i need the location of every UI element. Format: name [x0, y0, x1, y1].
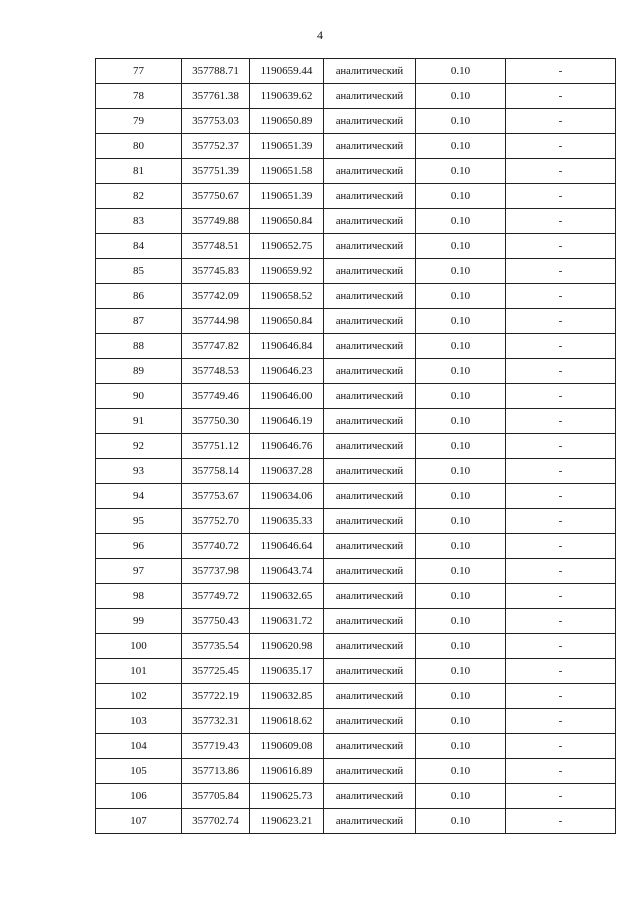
y-coordinate-cell: 1190618.62 [250, 709, 324, 734]
table-row [96, 109, 616, 134]
table-row [96, 334, 616, 359]
method-cell: аналитический [324, 109, 416, 134]
note-cell: - [506, 809, 616, 834]
x-coordinate-cell: 357750.30 [182, 409, 250, 434]
point-number-cell: 89 [96, 359, 182, 384]
point-number-cell: 84 [96, 234, 182, 259]
note-cell: - [506, 209, 616, 234]
accuracy-cell: 0.10 [416, 584, 506, 609]
y-coordinate-cell: 1190646.00 [250, 384, 324, 409]
accuracy-cell: 0.10 [416, 559, 506, 584]
point-number-cell: 83 [96, 209, 182, 234]
point-number-cell: 96 [96, 534, 182, 559]
table-row [96, 534, 616, 559]
accuracy-cell: 0.10 [416, 634, 506, 659]
table-row [96, 384, 616, 409]
x-coordinate-cell: 357745.83 [182, 259, 250, 284]
accuracy-cell: 0.10 [416, 484, 506, 509]
method-cell: аналитический [324, 509, 416, 534]
x-coordinate-cell: 357761.38 [182, 84, 250, 109]
accuracy-cell: 0.10 [416, 759, 506, 784]
y-coordinate-cell: 1190609.08 [250, 734, 324, 759]
accuracy-cell: 0.10 [416, 109, 506, 134]
point-number-cell: 79 [96, 109, 182, 134]
table-row [96, 359, 616, 384]
accuracy-cell: 0.10 [416, 209, 506, 234]
x-coordinate-cell: 357740.72 [182, 534, 250, 559]
accuracy-cell: 0.10 [416, 159, 506, 184]
accuracy-cell: 0.10 [416, 509, 506, 534]
table-row [96, 684, 616, 709]
note-cell: - [506, 659, 616, 684]
x-coordinate-cell: 357752.37 [182, 134, 250, 159]
table-row [96, 634, 616, 659]
method-cell: аналитический [324, 559, 416, 584]
note-cell: - [506, 284, 616, 309]
note-cell: - [506, 784, 616, 809]
note-cell: - [506, 259, 616, 284]
method-cell: аналитический [324, 434, 416, 459]
method-cell: аналитический [324, 334, 416, 359]
note-cell: - [506, 584, 616, 609]
x-coordinate-cell: 357719.43 [182, 734, 250, 759]
point-number-cell: 78 [96, 84, 182, 109]
x-coordinate-cell: 357751.39 [182, 159, 250, 184]
note-cell: - [506, 684, 616, 709]
method-cell: аналитический [324, 709, 416, 734]
x-coordinate-cell: 357722.19 [182, 684, 250, 709]
table-row [96, 59, 616, 84]
point-number-cell: 101 [96, 659, 182, 684]
accuracy-cell: 0.10 [416, 684, 506, 709]
table-row [96, 559, 616, 584]
accuracy-cell: 0.10 [416, 234, 506, 259]
method-cell: аналитический [324, 84, 416, 109]
y-coordinate-cell: 1190639.62 [250, 84, 324, 109]
table-row [96, 234, 616, 259]
table-row [96, 434, 616, 459]
accuracy-cell: 0.10 [416, 809, 506, 834]
point-number-cell: 100 [96, 634, 182, 659]
accuracy-cell: 0.10 [416, 184, 506, 209]
x-coordinate-cell: 357748.51 [182, 234, 250, 259]
y-coordinate-cell: 1190625.73 [250, 784, 324, 809]
note-cell: - [506, 59, 616, 84]
method-cell: аналитический [324, 134, 416, 159]
x-coordinate-cell: 357732.31 [182, 709, 250, 734]
method-cell: аналитический [324, 584, 416, 609]
y-coordinate-cell: 1190646.23 [250, 359, 324, 384]
accuracy-cell: 0.10 [416, 534, 506, 559]
x-coordinate-cell: 357747.82 [182, 334, 250, 359]
table-row [96, 709, 616, 734]
point-number-cell: 92 [96, 434, 182, 459]
table-row [96, 259, 616, 284]
y-coordinate-cell: 1190620.98 [250, 634, 324, 659]
accuracy-cell: 0.10 [416, 734, 506, 759]
table-row [96, 734, 616, 759]
x-coordinate-cell: 357752.70 [182, 509, 250, 534]
note-cell: - [506, 734, 616, 759]
point-number-cell: 99 [96, 609, 182, 634]
y-coordinate-cell: 1190637.28 [250, 459, 324, 484]
method-cell: аналитический [324, 159, 416, 184]
note-cell: - [506, 334, 616, 359]
x-coordinate-cell: 357753.67 [182, 484, 250, 509]
note-cell: - [506, 709, 616, 734]
x-coordinate-cell: 357735.54 [182, 634, 250, 659]
note-cell: - [506, 409, 616, 434]
table-row [96, 484, 616, 509]
note-cell: - [506, 434, 616, 459]
accuracy-cell: 0.10 [416, 784, 506, 809]
table-row [96, 284, 616, 309]
y-coordinate-cell: 1190658.52 [250, 284, 324, 309]
method-cell: аналитический [324, 259, 416, 284]
y-coordinate-cell: 1190632.85 [250, 684, 324, 709]
point-number-cell: 85 [96, 259, 182, 284]
point-number-cell: 102 [96, 684, 182, 709]
note-cell: - [506, 759, 616, 784]
x-coordinate-cell: 357749.46 [182, 384, 250, 409]
method-cell: аналитический [324, 484, 416, 509]
x-coordinate-cell: 357705.84 [182, 784, 250, 809]
point-number-cell: 77 [96, 59, 182, 84]
point-number-cell: 91 [96, 409, 182, 434]
y-coordinate-cell: 1190650.84 [250, 209, 324, 234]
note-cell: - [506, 534, 616, 559]
point-number-cell: 81 [96, 159, 182, 184]
y-coordinate-cell: 1190616.89 [250, 759, 324, 784]
x-coordinate-cell: 357744.98 [182, 309, 250, 334]
table-row [96, 809, 616, 834]
point-number-cell: 88 [96, 334, 182, 359]
accuracy-cell: 0.10 [416, 659, 506, 684]
note-cell: - [506, 359, 616, 384]
accuracy-cell: 0.10 [416, 409, 506, 434]
note-cell: - [506, 384, 616, 409]
page-number: 4 [317, 28, 323, 42]
coordinates-table [95, 58, 616, 834]
accuracy-cell: 0.10 [416, 609, 506, 634]
x-coordinate-cell: 357750.67 [182, 184, 250, 209]
table-row [96, 509, 616, 534]
x-coordinate-cell: 357753.03 [182, 109, 250, 134]
note-cell: - [506, 184, 616, 209]
y-coordinate-cell: 1190646.19 [250, 409, 324, 434]
note-cell: - [506, 109, 616, 134]
accuracy-cell: 0.10 [416, 134, 506, 159]
y-coordinate-cell: 1190651.39 [250, 184, 324, 209]
method-cell: аналитический [324, 809, 416, 834]
table-row [96, 759, 616, 784]
y-coordinate-cell: 1190643.74 [250, 559, 324, 584]
x-coordinate-cell: 357749.72 [182, 584, 250, 609]
table-row [96, 184, 616, 209]
method-cell: аналитический [324, 784, 416, 809]
y-coordinate-cell: 1190650.89 [250, 109, 324, 134]
note-cell: - [506, 634, 616, 659]
table-row [96, 134, 616, 159]
y-coordinate-cell: 1190659.44 [250, 59, 324, 84]
note-cell: - [506, 459, 616, 484]
method-cell: аналитический [324, 459, 416, 484]
method-cell: аналитический [324, 284, 416, 309]
y-coordinate-cell: 1190659.92 [250, 259, 324, 284]
point-number-cell: 94 [96, 484, 182, 509]
note-cell: - [506, 609, 616, 634]
x-coordinate-cell: 357748.53 [182, 359, 250, 384]
y-coordinate-cell: 1190634.06 [250, 484, 324, 509]
point-number-cell: 86 [96, 284, 182, 309]
point-number-cell: 95 [96, 509, 182, 534]
y-coordinate-cell: 1190652.75 [250, 234, 324, 259]
method-cell: аналитический [324, 684, 416, 709]
method-cell: аналитический [324, 184, 416, 209]
method-cell: аналитический [324, 734, 416, 759]
method-cell: аналитический [324, 609, 416, 634]
point-number-cell: 106 [96, 784, 182, 809]
method-cell: аналитический [324, 234, 416, 259]
x-coordinate-cell: 357751.12 [182, 434, 250, 459]
method-cell: аналитический [324, 59, 416, 84]
accuracy-cell: 0.10 [416, 434, 506, 459]
point-number-cell: 105 [96, 759, 182, 784]
point-number-cell: 98 [96, 584, 182, 609]
accuracy-cell: 0.10 [416, 459, 506, 484]
accuracy-cell: 0.10 [416, 309, 506, 334]
y-coordinate-cell: 1190651.39 [250, 134, 324, 159]
table-row [96, 459, 616, 484]
y-coordinate-cell: 1190646.64 [250, 534, 324, 559]
y-coordinate-cell: 1190635.33 [250, 509, 324, 534]
x-coordinate-cell: 357750.43 [182, 609, 250, 634]
point-number-cell: 90 [96, 384, 182, 409]
accuracy-cell: 0.10 [416, 359, 506, 384]
y-coordinate-cell: 1190646.76 [250, 434, 324, 459]
x-coordinate-cell: 357737.98 [182, 559, 250, 584]
table-row [96, 409, 616, 434]
x-coordinate-cell: 357713.86 [182, 759, 250, 784]
point-number-cell: 80 [96, 134, 182, 159]
y-coordinate-cell: 1190635.17 [250, 659, 324, 684]
method-cell: аналитический [324, 659, 416, 684]
method-cell: аналитический [324, 309, 416, 334]
point-number-cell: 104 [96, 734, 182, 759]
x-coordinate-cell: 357702.74 [182, 809, 250, 834]
accuracy-cell: 0.10 [416, 59, 506, 84]
note-cell: - [506, 559, 616, 584]
point-number-cell: 82 [96, 184, 182, 209]
accuracy-cell: 0.10 [416, 84, 506, 109]
point-number-cell: 107 [96, 809, 182, 834]
y-coordinate-cell: 1190631.72 [250, 609, 324, 634]
note-cell: - [506, 509, 616, 534]
method-cell: аналитический [324, 359, 416, 384]
table-row [96, 659, 616, 684]
point-number-cell: 87 [96, 309, 182, 334]
table-row [96, 159, 616, 184]
table-row [96, 209, 616, 234]
accuracy-cell: 0.10 [416, 259, 506, 284]
point-number-cell: 97 [96, 559, 182, 584]
accuracy-cell: 0.10 [416, 334, 506, 359]
point-number-cell: 93 [96, 459, 182, 484]
note-cell: - [506, 484, 616, 509]
method-cell: аналитический [324, 409, 416, 434]
table-row [96, 609, 616, 634]
method-cell: аналитический [324, 209, 416, 234]
y-coordinate-cell: 1190623.21 [250, 809, 324, 834]
accuracy-cell: 0.10 [416, 284, 506, 309]
note-cell: - [506, 134, 616, 159]
y-coordinate-cell: 1190651.58 [250, 159, 324, 184]
method-cell: аналитический [324, 534, 416, 559]
table-row [96, 784, 616, 809]
y-coordinate-cell: 1190646.84 [250, 334, 324, 359]
point-number-cell: 103 [96, 709, 182, 734]
x-coordinate-cell: 357725.45 [182, 659, 250, 684]
note-cell: - [506, 84, 616, 109]
table-row [96, 584, 616, 609]
method-cell: аналитический [324, 634, 416, 659]
y-coordinate-cell: 1190632.65 [250, 584, 324, 609]
x-coordinate-cell: 357788.71 [182, 59, 250, 84]
x-coordinate-cell: 357758.14 [182, 459, 250, 484]
y-coordinate-cell: 1190650.84 [250, 309, 324, 334]
accuracy-cell: 0.10 [416, 709, 506, 734]
x-coordinate-cell: 357749.88 [182, 209, 250, 234]
note-cell: - [506, 159, 616, 184]
table-body [96, 59, 616, 834]
method-cell: аналитический [324, 384, 416, 409]
table-row [96, 309, 616, 334]
table-row [96, 84, 616, 109]
method-cell: аналитический [324, 759, 416, 784]
x-coordinate-cell: 357742.09 [182, 284, 250, 309]
note-cell: - [506, 234, 616, 259]
note-cell: - [506, 309, 616, 334]
accuracy-cell: 0.10 [416, 384, 506, 409]
